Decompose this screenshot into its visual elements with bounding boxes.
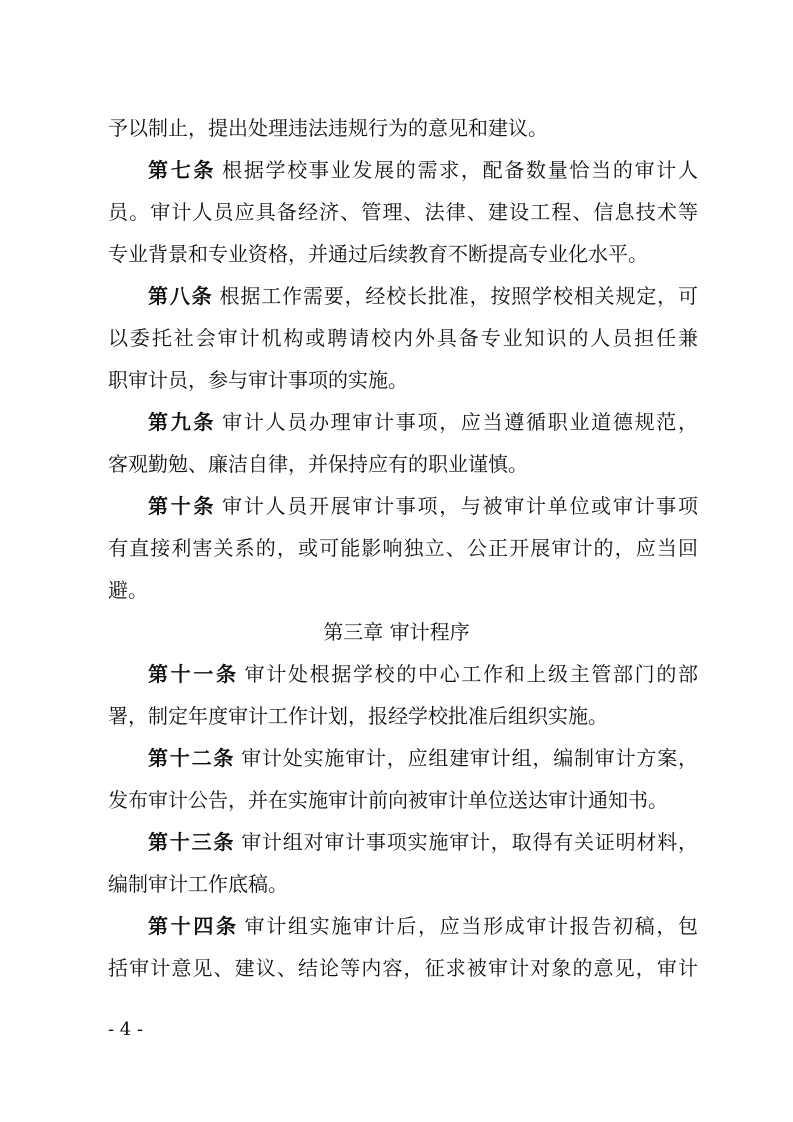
article-heading: 第十二条 bbox=[148, 746, 236, 770]
text-line: 发布审计公告，并在实施审计前向被审计单位送达审计通知书。 bbox=[108, 788, 668, 812]
article-9: 第九条 审计人员办理审计事项，应当遵循职业道德规范， bbox=[148, 410, 698, 434]
article-12: 第十二条 审计处实施审计，应组建审计组，编制审计方案， bbox=[148, 746, 699, 770]
article-14: 第十四条 审计组实施审计后，应当形成审计报告初稿，包 bbox=[148, 914, 699, 938]
article-13: 第十三条 审计组对审计事项实施审计，取得有关证明材料， bbox=[148, 830, 699, 854]
article-7: 第七条 根据学校事业发展的需求，配备数量恰当的审计人 bbox=[148, 158, 698, 182]
article-11: 第十一条 审计处根据学校的中心工作和上级主管部门的部 bbox=[148, 662, 699, 686]
article-8: 第八条 根据工作需要，经校长批准，按照学校相关规定，可 bbox=[148, 284, 699, 308]
article-heading: 第十三条 bbox=[148, 830, 236, 854]
text-line: 以委托社会审计机构或聘请校内外具备专业知识的人员担任兼 bbox=[108, 326, 698, 350]
page-number: - 4 - bbox=[108, 1019, 144, 1040]
text-line: 予以制止，提出处理违法违规行为的意见和建议。 bbox=[108, 116, 548, 140]
article-heading: 第十四条 bbox=[148, 914, 239, 938]
text-line: 员。审计人员应具备经济、管理、法律、建设工程、信息技术等 bbox=[108, 200, 698, 224]
article-heading: 第十条 bbox=[148, 494, 217, 518]
article-heading: 第八条 bbox=[148, 284, 214, 308]
text-line: 编制审计工作底稿。 bbox=[108, 872, 288, 896]
article-heading: 第十一条 bbox=[148, 662, 239, 686]
text-line: 职审计员，参与审计事项的实施。 bbox=[108, 368, 408, 392]
text-line: 括审计意见、建议、结论等内容，征求被审计对象的意见，审计 bbox=[108, 956, 698, 980]
text-line: 专业背景和专业资格，并通过后续教育不断提高专业化水平。 bbox=[108, 242, 648, 266]
text-line: 避。 bbox=[108, 578, 148, 602]
text-line: 客观勤勉、廉洁自律，并保持应有的职业谨慎。 bbox=[108, 452, 528, 476]
article-heading: 第九条 bbox=[148, 410, 217, 434]
text-line: 有直接利害关系的，或可能影响独立、公正开展审计的，应当回 bbox=[108, 536, 698, 560]
chapter-title: 第三章 审计程序 bbox=[323, 620, 470, 644]
text-line: 署，制定年度审计工作计划，报经学校批准后组织实施。 bbox=[108, 704, 608, 728]
article-heading: 第七条 bbox=[148, 158, 217, 182]
article-10: 第十条 审计人员开展审计事项，与被审计单位或审计事项 bbox=[148, 494, 698, 518]
